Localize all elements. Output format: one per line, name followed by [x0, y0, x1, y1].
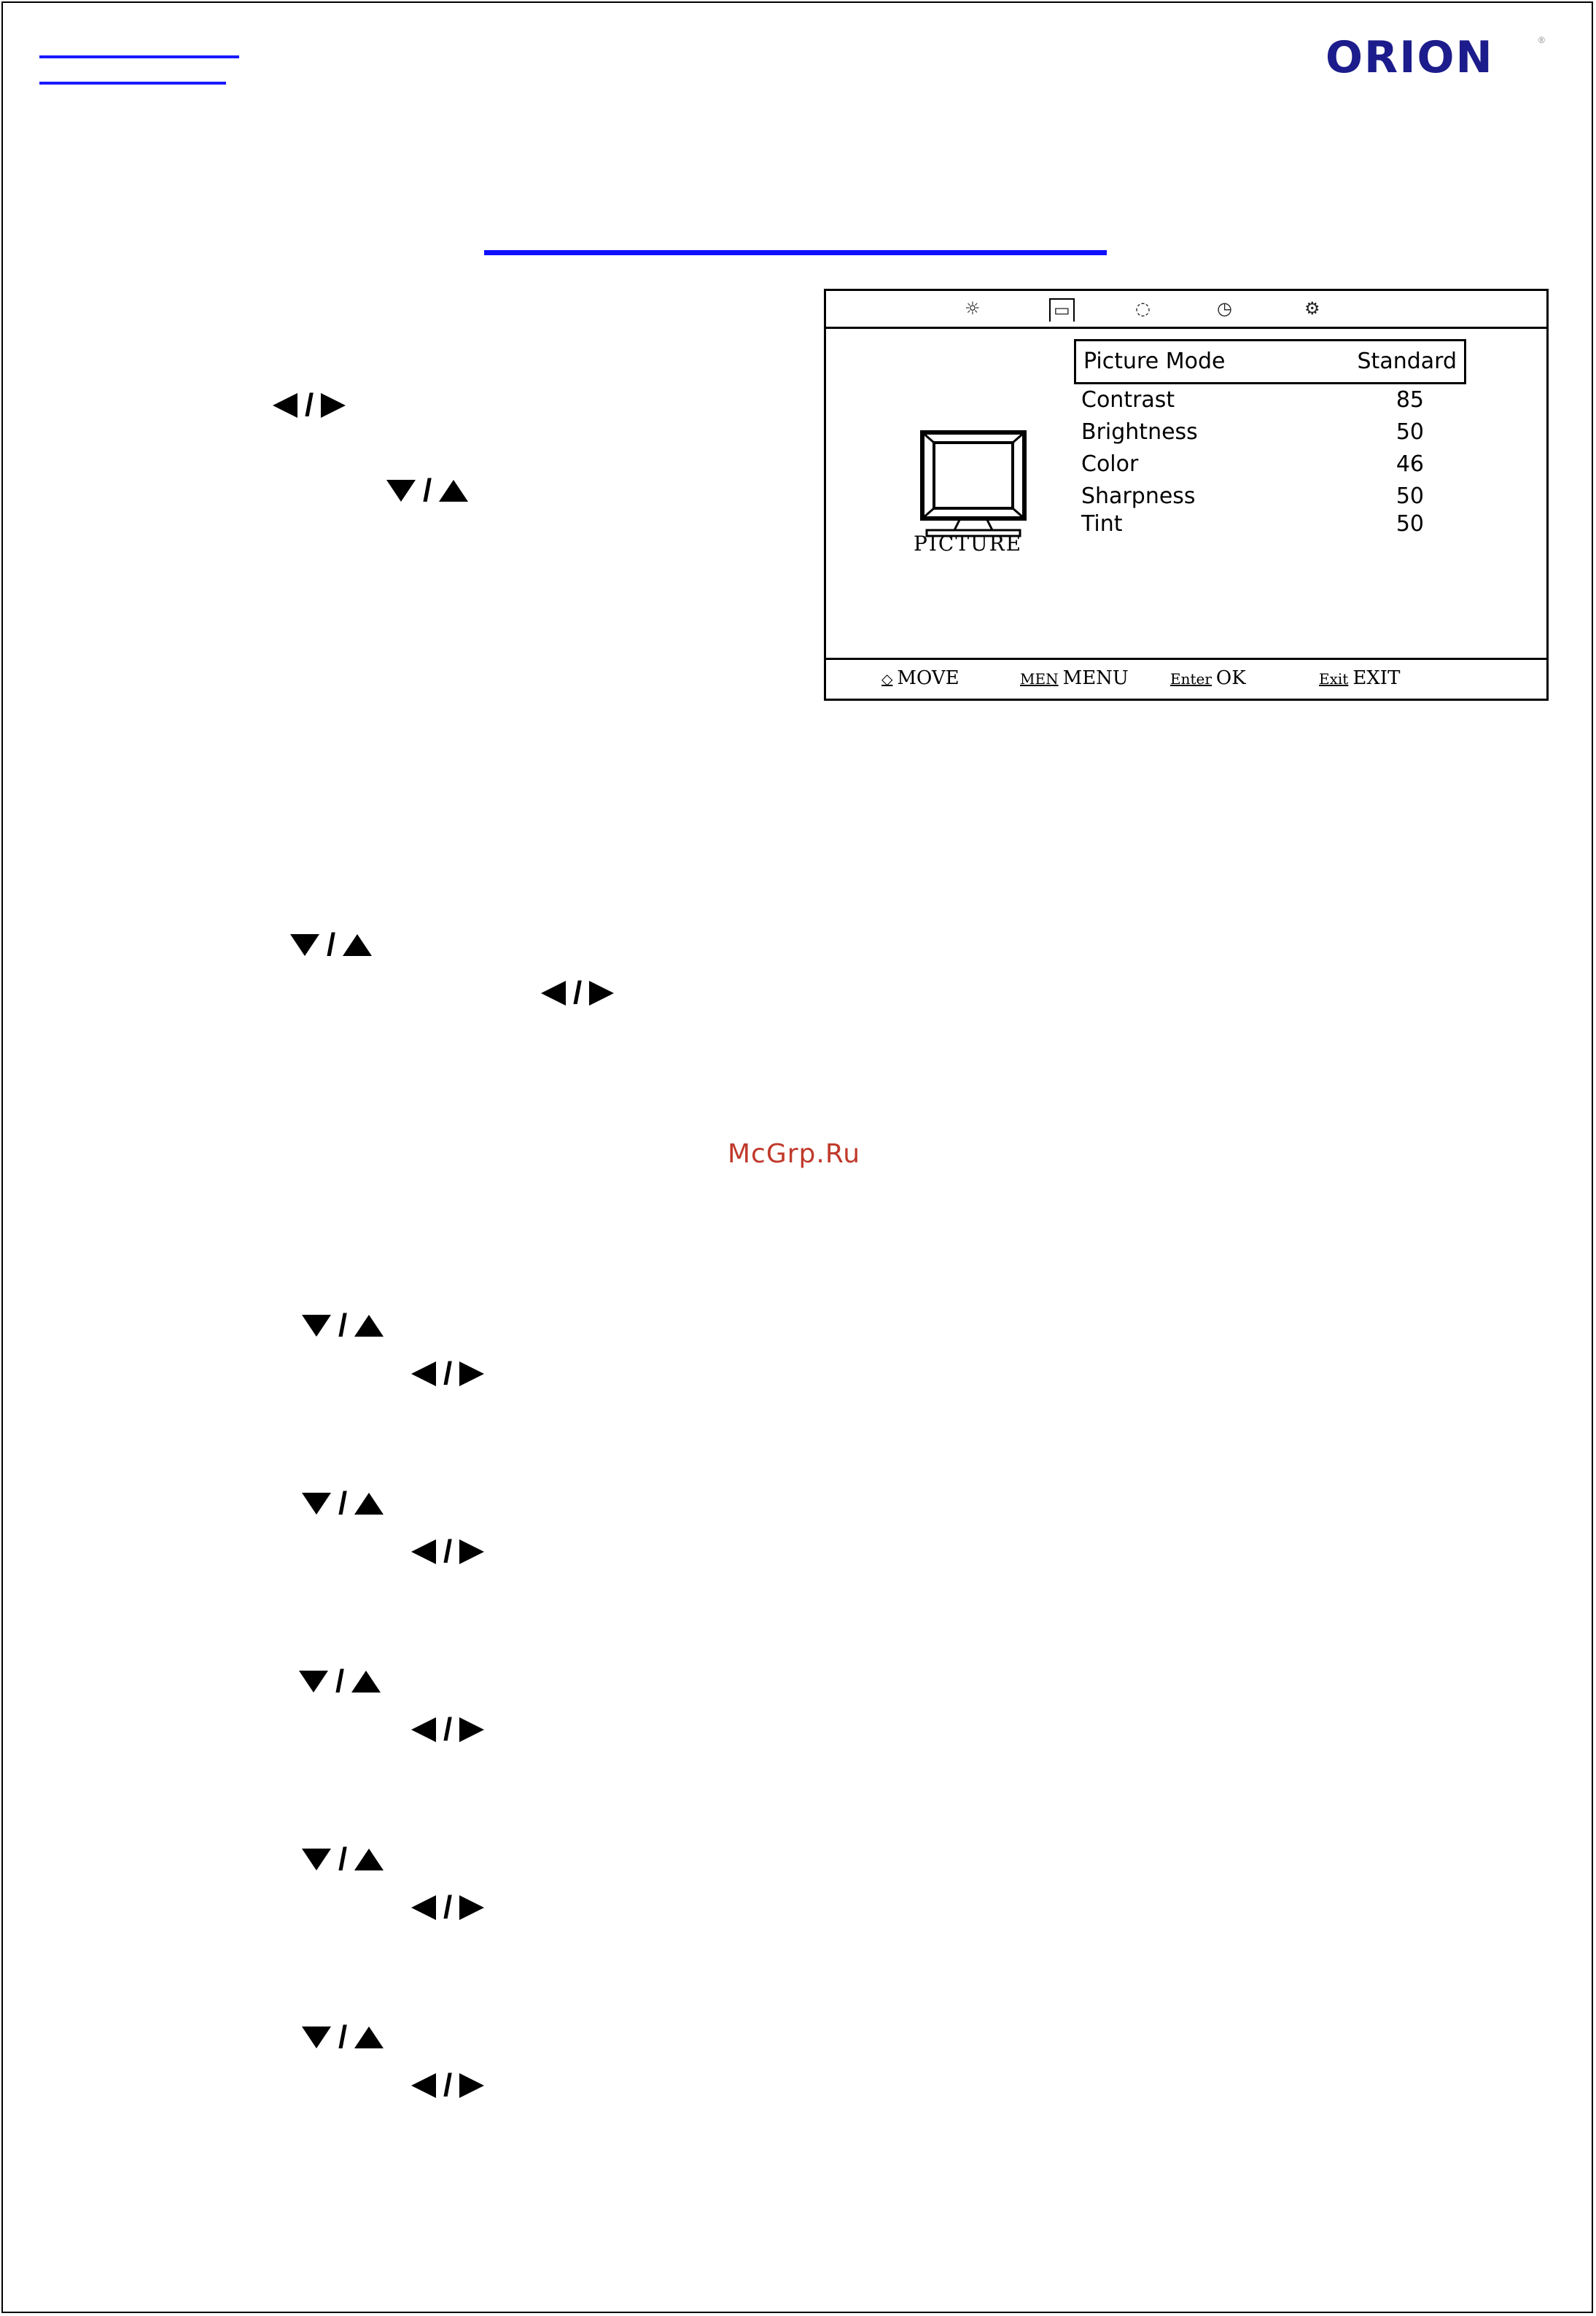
footer-exit [1319, 667, 1400, 689]
setting-label: Brightness [1081, 419, 1198, 445]
footer-label: OK [1215, 667, 1246, 689]
down-arrow-icon [290, 934, 319, 956]
down-arrow-icon [299, 1671, 328, 1693]
left-arrow-icon [541, 981, 566, 1006]
arrow-slash: / [573, 975, 583, 1011]
arrow-slash: / [338, 1485, 348, 1521]
footer-menu [1020, 667, 1129, 689]
screen-tab-icon[interactable]: ▭ [1049, 298, 1075, 322]
setting-label: Contrast [1081, 387, 1175, 413]
setting-value: 50 [1395, 511, 1424, 537]
down-up-arrows [299, 1663, 381, 1699]
setting-label: Picture Mode [1083, 349, 1226, 374]
down-up-arrows [302, 2021, 384, 2053]
sound-tab-icon[interactable]: ◌ [1135, 298, 1151, 319]
right-arrow-icon [321, 393, 346, 418]
setting-row-brightness[interactable] [1074, 416, 1466, 448]
footer-ok [1170, 667, 1246, 689]
setting-label: Tint [1081, 511, 1123, 537]
header-link-underline-1[interactable] [39, 55, 239, 58]
setting-value: 46 [1395, 451, 1424, 477]
footer-label: MOVE [897, 667, 959, 689]
arrow-slash: / [423, 473, 432, 508]
down-arrow-icon [302, 1315, 331, 1337]
left-arrow-icon [273, 393, 297, 418]
setup-tab-icon[interactable]: ⚙ [1304, 298, 1320, 319]
down-arrow-icon [302, 2026, 331, 2048]
up-arrow-icon [354, 1849, 384, 1870]
left-right-arrows [411, 1889, 484, 1925]
arrow-slash: / [443, 1889, 453, 1925]
footer-label: EXIT [1352, 667, 1401, 689]
section-heading-rule [484, 250, 1107, 255]
right-arrow-icon [459, 1717, 484, 1742]
down-up-arrows [302, 1843, 384, 1876]
setting-row-sharpness[interactable] [1074, 481, 1466, 508]
left-right-arrows [273, 389, 346, 421]
left-right-arrows [411, 2067, 484, 2103]
arrow-slash: / [443, 2067, 453, 2103]
time-tab-icon[interactable]: ◷ [1217, 298, 1232, 319]
menu-key: MEN [1020, 670, 1059, 688]
left-right-arrows [411, 1358, 484, 1390]
down-up-arrows [386, 475, 468, 507]
down-arrow-icon [302, 1493, 331, 1515]
arrow-slash: / [335, 1663, 345, 1699]
arrow-slash: / [443, 1534, 453, 1569]
down-up-arrows [290, 929, 372, 961]
enter-key: Enter [1170, 670, 1212, 688]
left-arrow-icon [411, 1361, 436, 1386]
osd-tab-bar [826, 291, 1546, 329]
setting-label: Sharpness [1081, 483, 1196, 509]
picture-tab-icon[interactable]: ☼ [965, 298, 981, 319]
setting-row-tint[interactable] [1074, 508, 1466, 540]
setting-value: Standard [1357, 349, 1457, 374]
arrow-slash: / [338, 1841, 348, 1877]
left-right-arrows [541, 977, 614, 1009]
right-arrow-icon [459, 2073, 484, 2098]
up-arrow-icon [354, 1493, 384, 1515]
osd-picture-menu [824, 289, 1549, 701]
watermark-text: McGrp.Ru [728, 1139, 861, 1169]
setting-row-picture-mode[interactable] [1074, 339, 1466, 384]
setting-value: 50 [1395, 483, 1424, 509]
osd-footer [826, 658, 1546, 699]
arrow-slash: / [305, 387, 314, 423]
setting-label: Color [1081, 451, 1139, 477]
arrow-slash: / [338, 2019, 348, 2055]
arrow-slash: / [443, 1711, 453, 1747]
tv-monitor-icon [919, 430, 1027, 539]
exit-key: Exit [1319, 670, 1349, 688]
picture-icon-label: PICTURE [914, 532, 1023, 556]
up-arrow-icon [351, 1671, 381, 1693]
up-arrow-icon [354, 2026, 384, 2048]
arrow-slash: / [443, 1356, 453, 1391]
setting-row-contrast[interactable] [1074, 384, 1466, 416]
down-up-arrows [302, 1485, 384, 1521]
footer-move [881, 667, 959, 689]
right-arrow-icon [459, 1539, 484, 1564]
down-arrow-icon [386, 480, 416, 502]
left-arrow-icon [411, 1895, 436, 1920]
brand-name: ORION [1326, 32, 1494, 83]
osd-settings-list [1074, 339, 1466, 540]
setting-row-color[interactable] [1074, 448, 1466, 481]
left-arrow-icon [411, 2073, 436, 2098]
down-arrow-icon [302, 1849, 331, 1870]
registered-mark: ® [1538, 35, 1545, 45]
arrow-slash: / [338, 1307, 348, 1343]
arrow-slash: / [327, 927, 336, 963]
right-arrow-icon [459, 1361, 484, 1386]
up-arrow-icon [354, 1315, 384, 1337]
setting-value: 50 [1395, 419, 1424, 445]
right-arrow-icon [589, 981, 614, 1006]
setting-value: 85 [1395, 387, 1424, 413]
orion-logo [1326, 32, 1544, 83]
up-arrow-icon [439, 480, 468, 502]
up-arrow-icon [343, 934, 372, 956]
left-arrow-icon [411, 1539, 436, 1564]
left-right-arrows [411, 1536, 484, 1568]
down-up-arrows [302, 1307, 384, 1343]
left-right-arrows [411, 1711, 484, 1747]
right-arrow-icon [459, 1895, 484, 1920]
left-arrow-icon [411, 1717, 436, 1742]
header-link-underline-2[interactable] [39, 82, 226, 85]
move-key-icon: ◇ [881, 670, 893, 688]
footer-label: MENU [1062, 667, 1129, 689]
